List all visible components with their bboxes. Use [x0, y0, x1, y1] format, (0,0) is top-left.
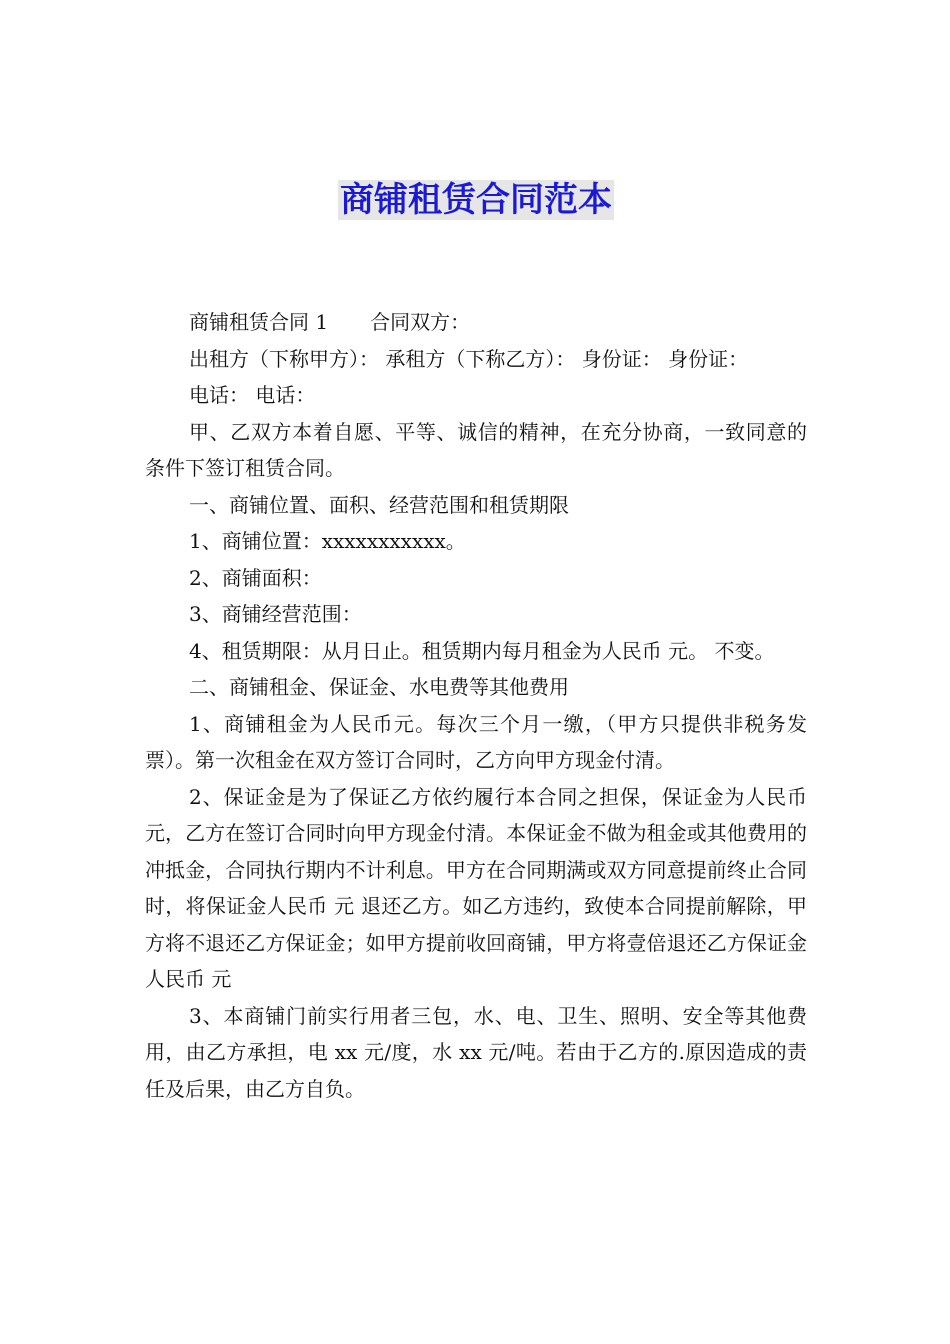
preamble-paragraph: 甲、乙双方本着自愿、平等、诚信的精神，在充分协商，一致同意的条件下签订租赁合同。	[145, 419, 807, 480]
clause-2-1: 1、商铺租金为人民币元。每次三个月一缴，（甲方只提供非税务发票）。第一次租金在双方签订合同时，乙方向甲方现金付清。	[145, 711, 807, 772]
document-title	[145, 178, 807, 222]
phone-line: 电话： 电话：	[189, 383, 316, 407]
section-heading-2: 二、商铺租金、保证金、水电费等其他费用	[189, 675, 569, 699]
contract-parties-label: 合同双方：	[370, 310, 471, 334]
clause-1-2: 2、商铺面积：	[189, 565, 322, 590]
section-heading-1: 一、商铺位置、面积、经营范围和租赁期限	[189, 492, 569, 517]
party-identity-line: 出租方（下称甲方）： 承租方（下称乙方）： 身份证： 身份证：	[189, 346, 749, 371]
title-text: 商铺租赁合同范本	[340, 180, 612, 220]
clause-1-3: 3、商铺经营范围：	[189, 602, 362, 626]
clause-2-3: 3、本商铺门前实行用者三包，水、电、卫生、照明、安全等其他费用，由乙方承担，电 xx 元/度，水 xx 元/吨。若由于乙方的.原因造成的责任及后果，由乙方自负。	[145, 1003, 807, 1101]
clause-1-1: 1、商铺位置：xxxxxxxxxxx。	[189, 529, 466, 553]
contract-heading-line	[145, 304, 807, 341]
contract-number: 商铺租赁合同 1	[189, 310, 329, 334]
document-body	[145, 304, 807, 1107]
clause-2-2: 2、保证金是为了保证乙方依约履行本合同之担保，保证金为人民币 元，乙方在签订合同时向甲方现金付清。本保证金不做为租金或其他费用的冲抵金，合同执行期内不计利息。甲方在合同期满或双方同意提前终止合同时，将保证金人民币 元 退还乙方。如乙方违约，致使本合同提前解除，甲方将不退还乙方保证金；如甲方提前收回商铺，甲方将壹倍退还乙方保证金人民币 元	[145, 784, 807, 991]
clause-1-4: 4、租赁期限：从月日止。租赁期内每月租金为人民币 元。 不变。	[189, 638, 775, 663]
